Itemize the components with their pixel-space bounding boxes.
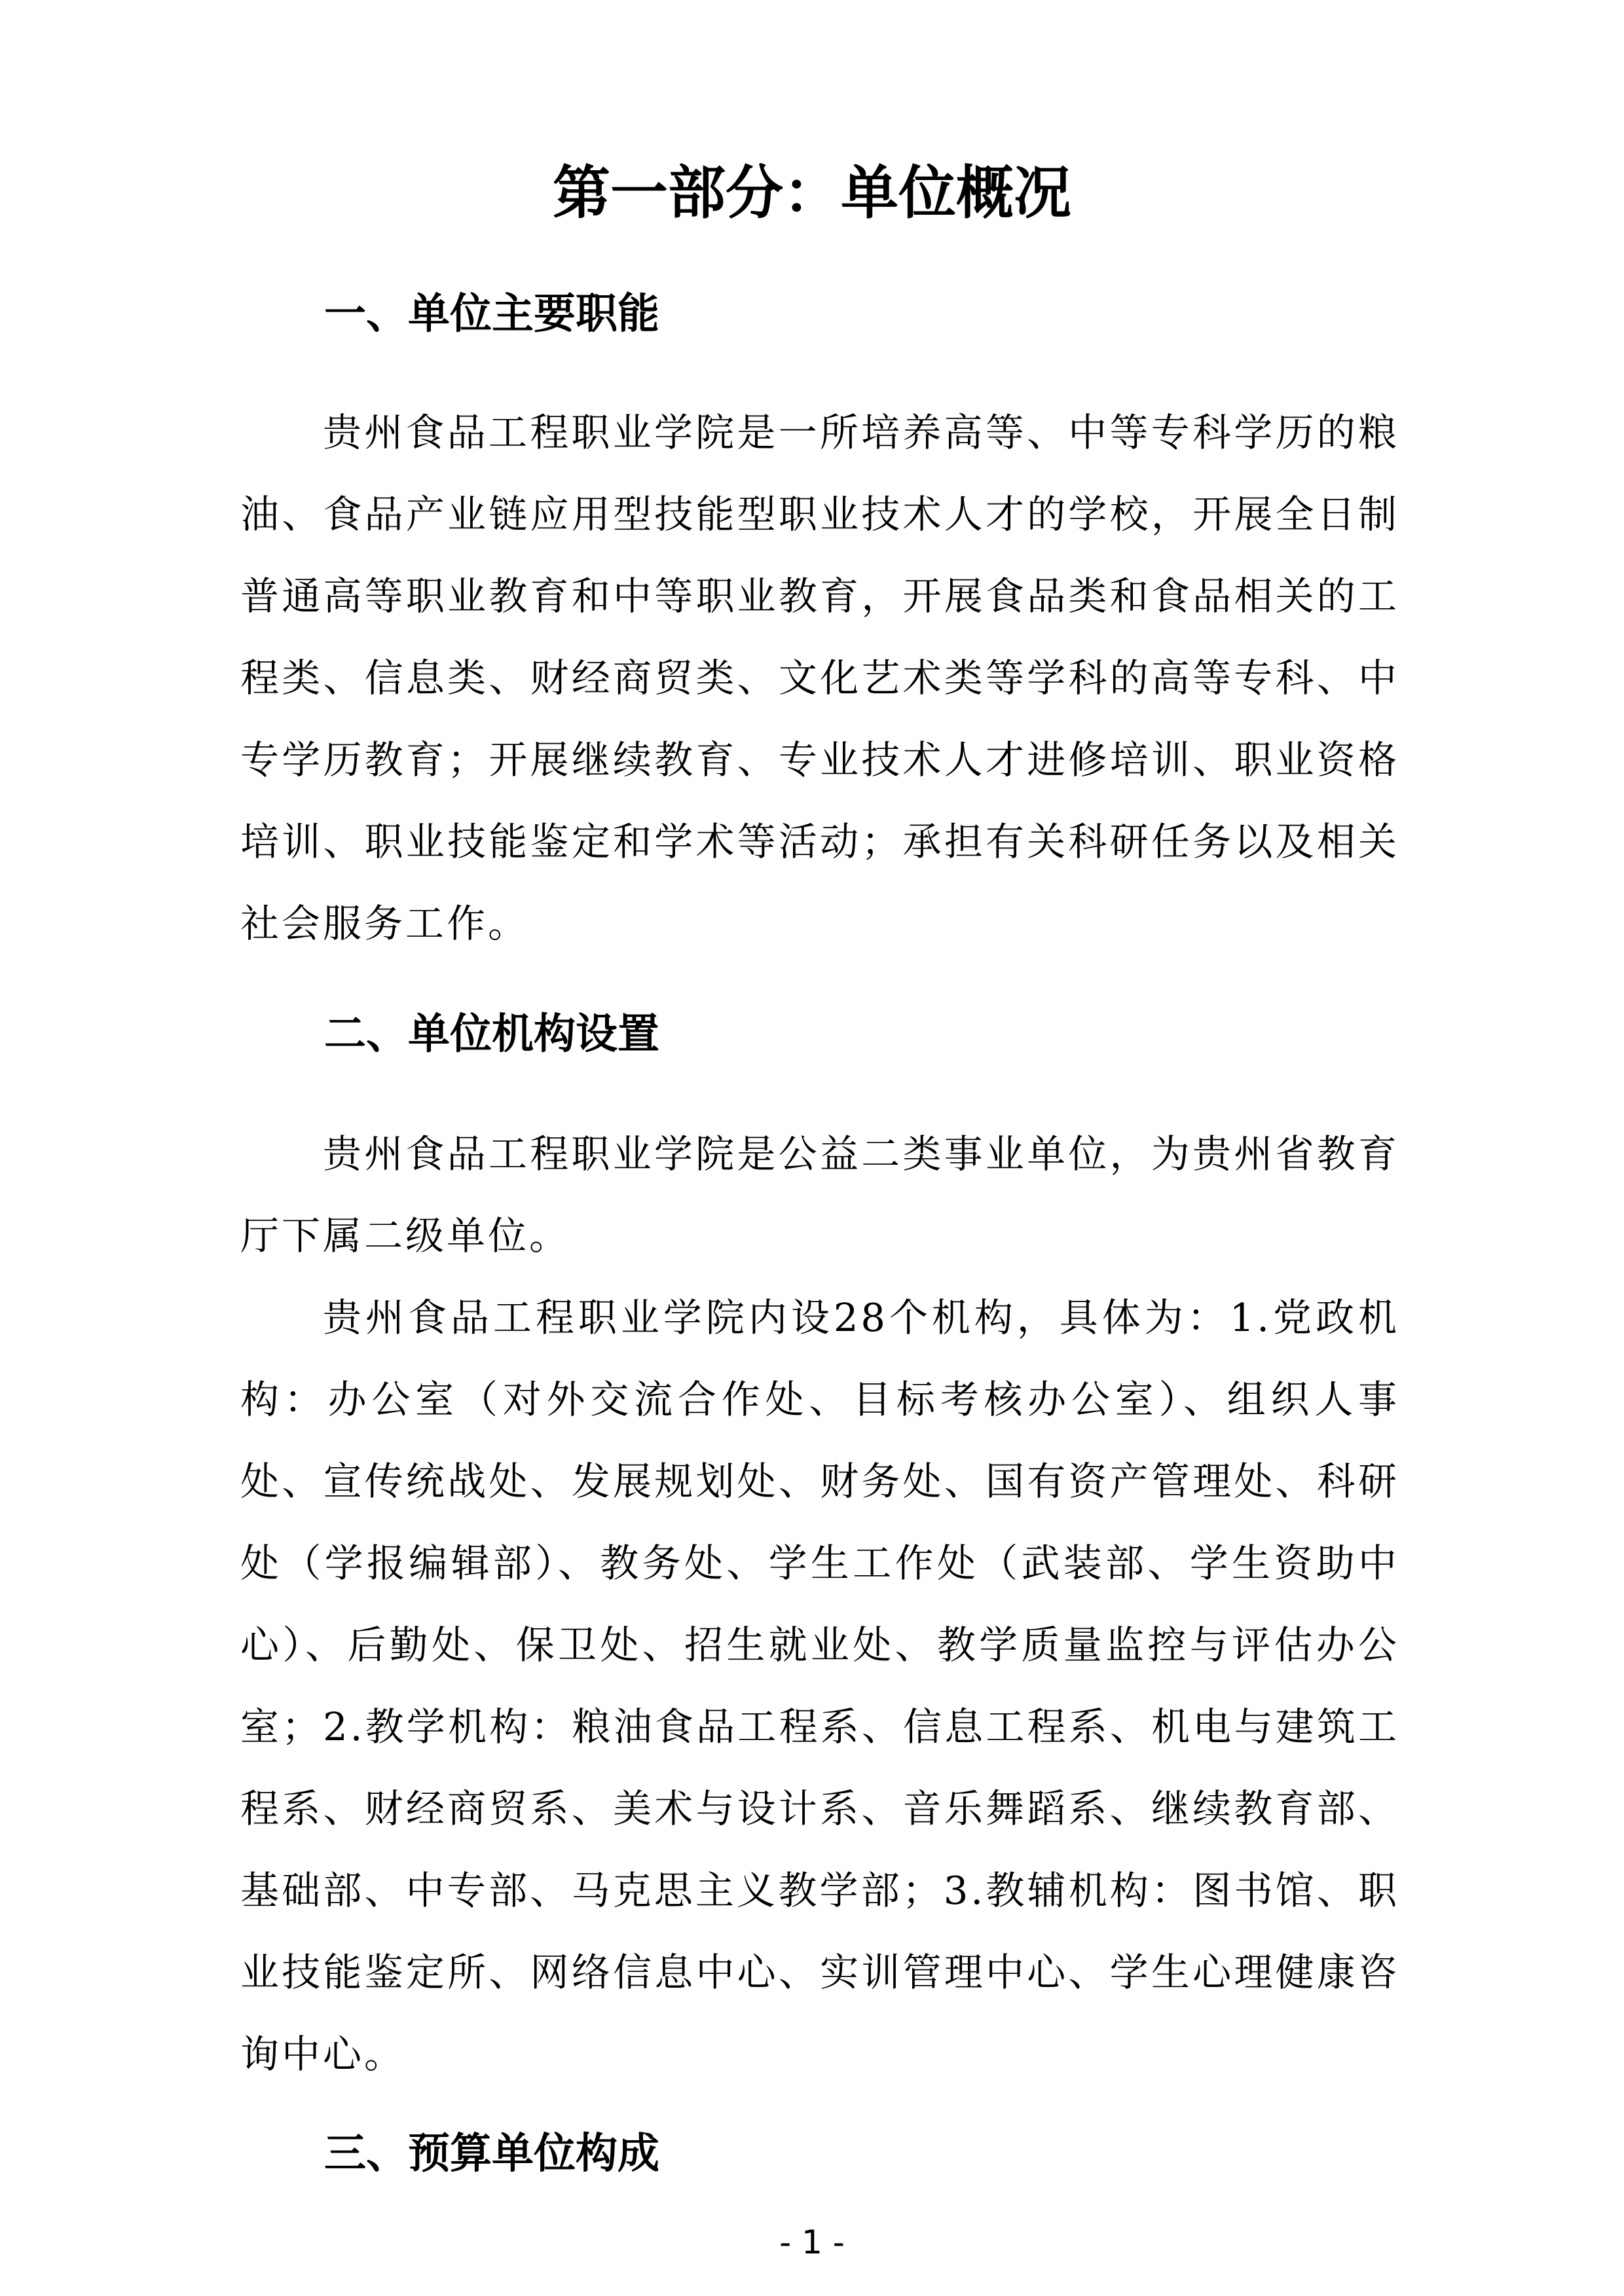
page-number: - 1 - [779, 2223, 845, 2261]
section-heading-main-functions: 一、单位主要职能 [324, 290, 659, 338]
section-heading-budget-units: 三、预算单位构成 [324, 2130, 659, 2178]
section-heading-organization: 二、单位机构设置 [324, 1010, 659, 1059]
paragraph-main-functions: 贵州食品工程职业学院是一所培养高等、中等专科学历的粮油、食品产业链应用型技能型职业技术人才的学校，开展全日制普通高等职业教育和中等职业教育，开展食品类和食品相关的工程类、信息类、财经商贸类、文化艺术类等学科的高等专科、中专学历教育；开展继续教育、专业技术人才进修培训、职业资格培训、职业技能鉴定和学术等活动；承担有关科研任务以及相关社会服务工作。 [240, 410, 1399, 946]
page-title: 第一部分：单位概况 [552, 159, 1071, 227]
paragraph-organization-type: 贵州食品工程职业学院是公益二类事业单位，为贵州省教育厅下属二级单位。 [240, 1131, 1399, 1258]
paragraph-internal-departments: 贵州食品工程职业学院内设28个机构，具体为：1.党政机构：办公室（对外交流合作处、目标考核办公室）、组织人事处、宣传统战处、发展规划处、财务处、国有资产管理处、科研处（学报编辑部）、教务处、学生工作处（武装部、学生资助中心）、后勤处、保卫处、招生就业处、教学质量监控与评估办公室；2.教学机构：粮油食品工程系、信息工程系、机电与建筑工程系、财经商贸系、美术与设计系、音乐舞蹈系、继续教育部、基础部、中专部、马克思主义教学部；3.教辅机构：图书馆、职业技能鉴定所、网络信息中心、实训管理中心、学生心理健康咨询中心。 [240, 1295, 1399, 2077]
